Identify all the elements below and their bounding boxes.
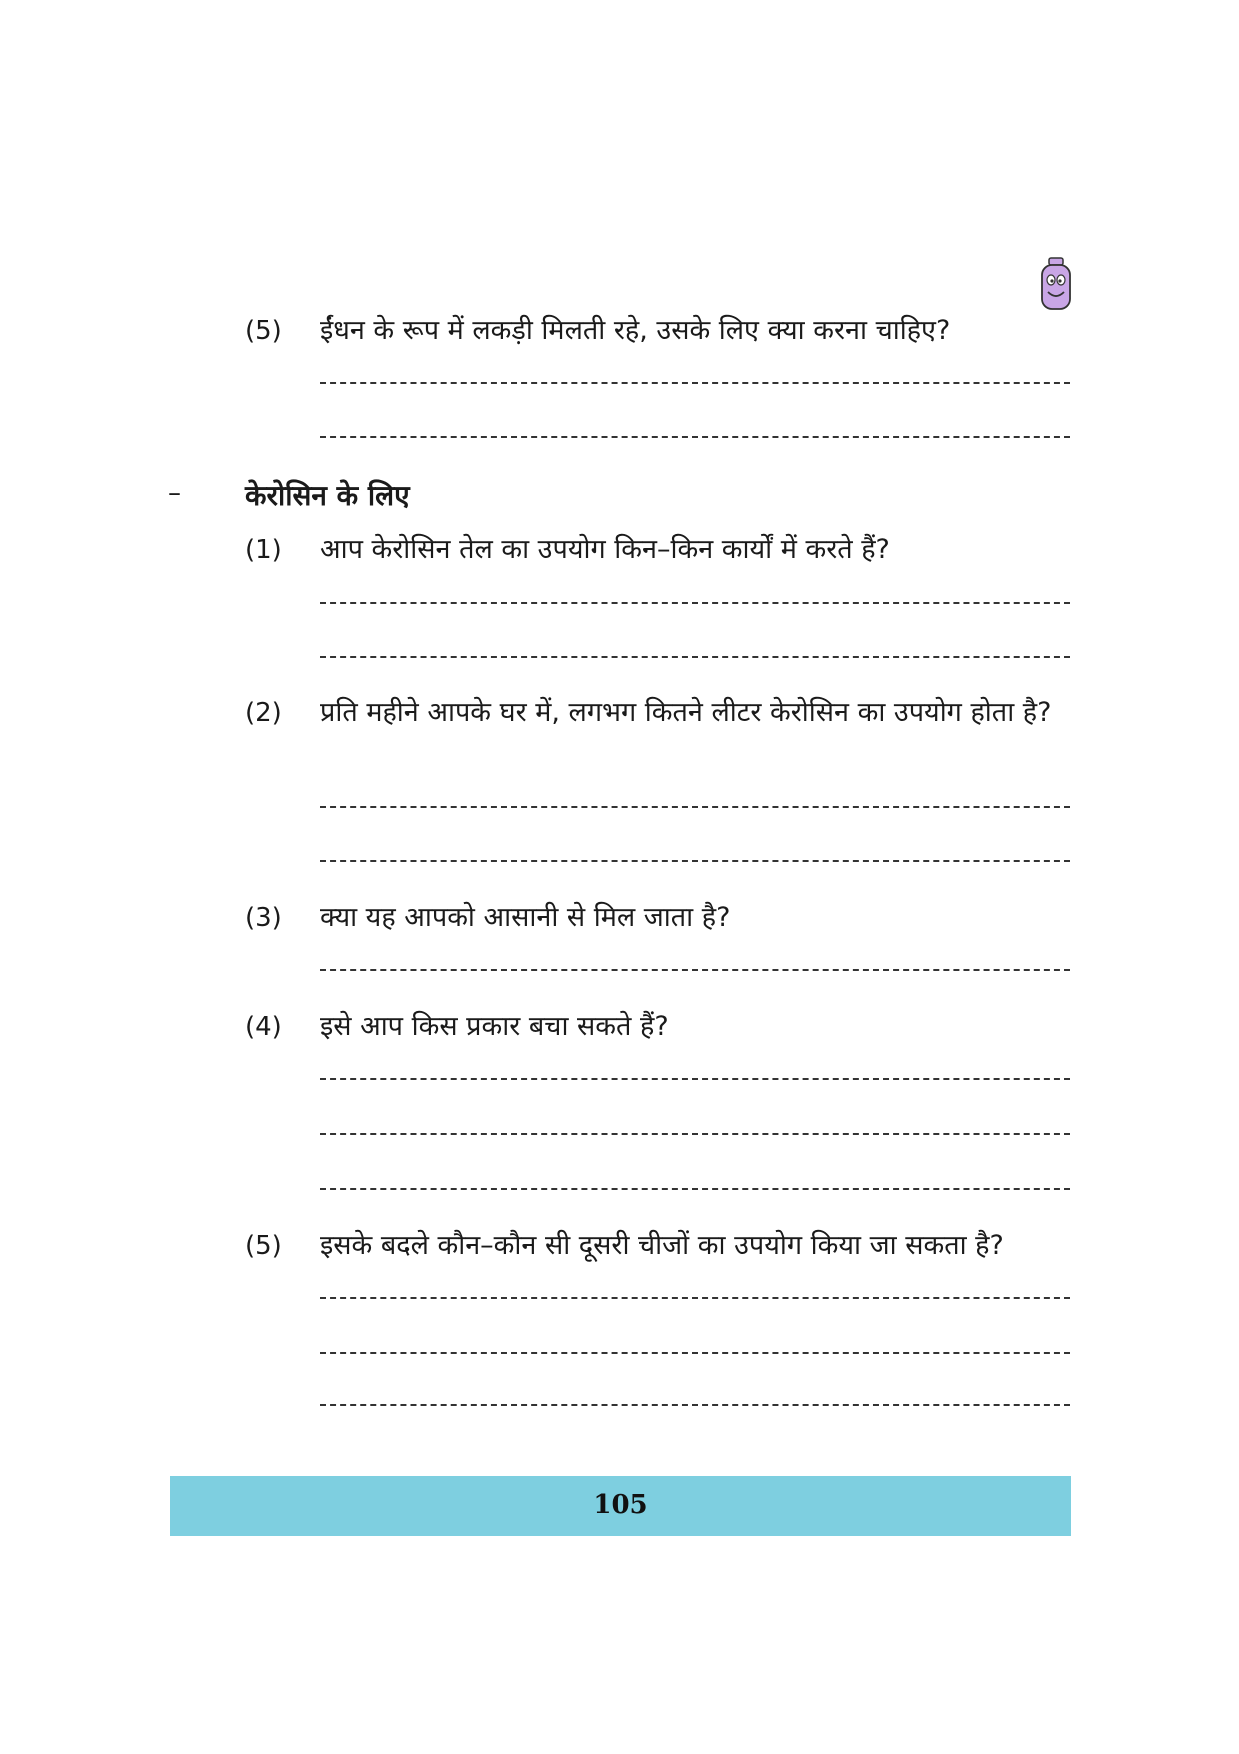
question-number: (2) [245,698,282,728]
question-text: इसे आप किस प्रकार बचा सकते हैं? [320,1011,669,1042]
answer-line[interactable] [320,1352,1070,1354]
answer-line[interactable] [320,1078,1070,1080]
question-number: (3) [245,903,282,933]
answer-line[interactable] [320,656,1070,658]
answer-line[interactable] [320,969,1070,971]
answer-line[interactable] [320,806,1070,808]
answer-line[interactable] [320,436,1070,438]
question-number: (1) [245,535,282,565]
answer-line[interactable] [320,382,1070,384]
section-bullet: – [168,478,181,508]
gas-cylinder-mascot-icon [1036,256,1076,312]
question-text: ईंधन के रूप में लकड़ी मिलती रहे, उसके लिए क्या करना चाहिए? [320,315,951,346]
question-text: प्रति महीने आपके घर में, लगभग कितने लीटर केरोसिन का उपयोग होता है? [320,697,1052,728]
answer-line[interactable] [320,1188,1070,1190]
answer-line[interactable] [320,1404,1070,1406]
answer-line[interactable] [320,1297,1070,1299]
answer-line[interactable] [320,860,1070,862]
answer-line[interactable] [320,602,1070,604]
answer-line[interactable] [320,1133,1070,1135]
question-text: क्या यह आपको आसानी से मिल जाता है? [320,902,731,933]
page-number: 105 [593,1490,648,1520]
question-text: आप केरोसिन तेल का उपयोग किन–किन कार्यों में करते हैं? [320,534,890,565]
question-number: (5) [245,1231,282,1261]
page-footer-bar [170,1476,1071,1536]
section-heading: केरोसिन के लिए [245,479,410,512]
question-number: (4) [245,1012,282,1042]
question-number: (5) [245,316,282,346]
question-text: इसके बदले कौन–कौन सी दूसरी चीजों का उपयोग किया जा सकता है? [320,1230,1004,1261]
